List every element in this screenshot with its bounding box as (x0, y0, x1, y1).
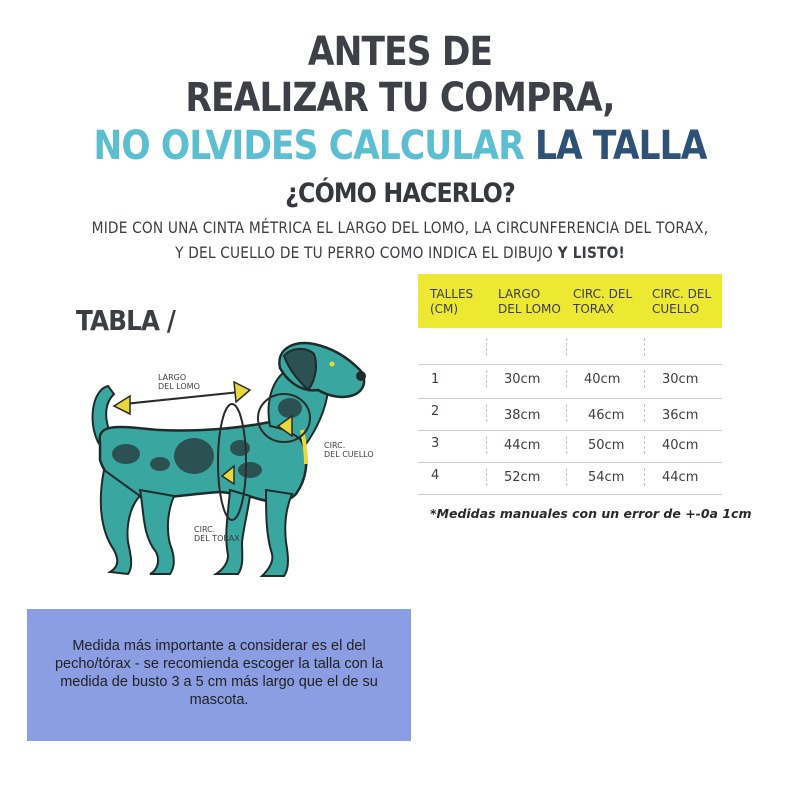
header-largo (498, 287, 561, 317)
header-talles (430, 287, 473, 317)
instructions-text: Y DEL CUELLO DE TU PERRO COMO INDICA EL DIBUJO (175, 243, 558, 262)
cell-talle: 2 (431, 404, 440, 419)
row-divider (418, 430, 722, 431)
cell-cuello: 44cm (662, 470, 699, 485)
header-cuello-l1: CIRC. DEL (652, 287, 712, 301)
col-divider (486, 370, 487, 388)
header-talles-l2: (CM) (430, 302, 459, 316)
row-divider (418, 398, 722, 399)
cell-cuello: 40cm (662, 438, 699, 453)
col-divider (486, 468, 487, 486)
cell-cuello: 36cm (662, 408, 699, 423)
col-divider (566, 436, 567, 454)
col-divider (566, 338, 567, 356)
header-torax (573, 287, 632, 317)
cell-talle: 1 (431, 372, 440, 387)
col-divider (566, 404, 567, 422)
label-largo-line1: LARGO (158, 373, 187, 382)
headline-highlight: NO OLVIDES CALCULAR (93, 123, 524, 169)
col-divider (644, 468, 645, 486)
instructions-listo: Y LISTO! (557, 243, 625, 262)
header-largo-l1: LARGO (498, 287, 541, 301)
cell-largo: 52cm (504, 470, 541, 485)
table-header (418, 274, 722, 328)
cell-torax: 50cm (588, 438, 625, 453)
dog-illustration (70, 330, 380, 590)
col-divider (566, 370, 567, 388)
header-cuello-l2: CUELLO (652, 302, 700, 316)
label-cuello-line1: CIRC. (324, 441, 346, 450)
label-torax-line1: CIRC. (194, 525, 216, 534)
cell-cuello: 30cm (662, 372, 699, 387)
header-largo-l2: DEL LOMO (498, 302, 561, 316)
label-cuello-line2: DEL CUELLO (324, 450, 374, 459)
tabla-title: TABLA / (76, 304, 175, 337)
header-torax-l1: CIRC. DEL (573, 287, 633, 301)
label-torax-line2: DEL TORAX (194, 534, 240, 543)
instructions-line-2 (56, 243, 744, 262)
measurement-note: *Medidas manuales con un error de +-0a 1cm (430, 506, 752, 521)
col-divider (644, 370, 645, 388)
col-divider (486, 404, 487, 422)
cell-largo: 30cm (504, 372, 541, 387)
col-divider (644, 404, 645, 422)
headline-line-3 (56, 124, 744, 168)
cell-largo: 38cm (504, 408, 541, 423)
info-box-text: Medida más importante a considerar es el del pecho/tórax - se recomienda escoger la talla con la medida de busto 3 a 5 cm más largo que el de su mascota. (54, 638, 384, 708)
info-box (27, 609, 411, 741)
header-cuello (652, 287, 711, 317)
header-talles-l1: TALLES (430, 287, 474, 301)
cell-talle: 3 (431, 436, 440, 451)
col-divider (644, 436, 645, 454)
row-divider (418, 462, 722, 463)
col-divider (486, 338, 487, 356)
col-divider (566, 468, 567, 486)
row-divider (418, 494, 722, 495)
headline-talla: LA TALLA (534, 123, 707, 169)
cell-torax: 46cm (588, 408, 625, 423)
cell-talle: 4 (431, 468, 440, 483)
label-largo-line2: DEL LOMO (158, 382, 200, 391)
row-divider (418, 364, 722, 365)
cell-torax: 40cm (584, 372, 621, 387)
headline-line-1: ANTES DE (307, 29, 493, 75)
cell-torax: 54cm (588, 470, 625, 485)
how-to-heading: ¿CÓMO HACERLO? (285, 178, 515, 209)
headline-line-2: REALIZAR TU COMPRA, (185, 75, 615, 121)
label-circ-cuello (324, 441, 374, 459)
col-divider (644, 338, 645, 356)
instructions-line-1: MIDE CON UNA CINTA MÉTRICA EL LARGO DEL LOMO, LA CIRCUNFERENCIA DEL TORAX, (91, 218, 709, 237)
size-table (418, 274, 722, 485)
header-torax-l2: TORAX (573, 302, 615, 316)
label-circ-torax (194, 525, 240, 543)
cell-largo: 44cm (504, 438, 541, 453)
label-largo-lomo (158, 373, 200, 391)
col-divider (486, 436, 487, 454)
